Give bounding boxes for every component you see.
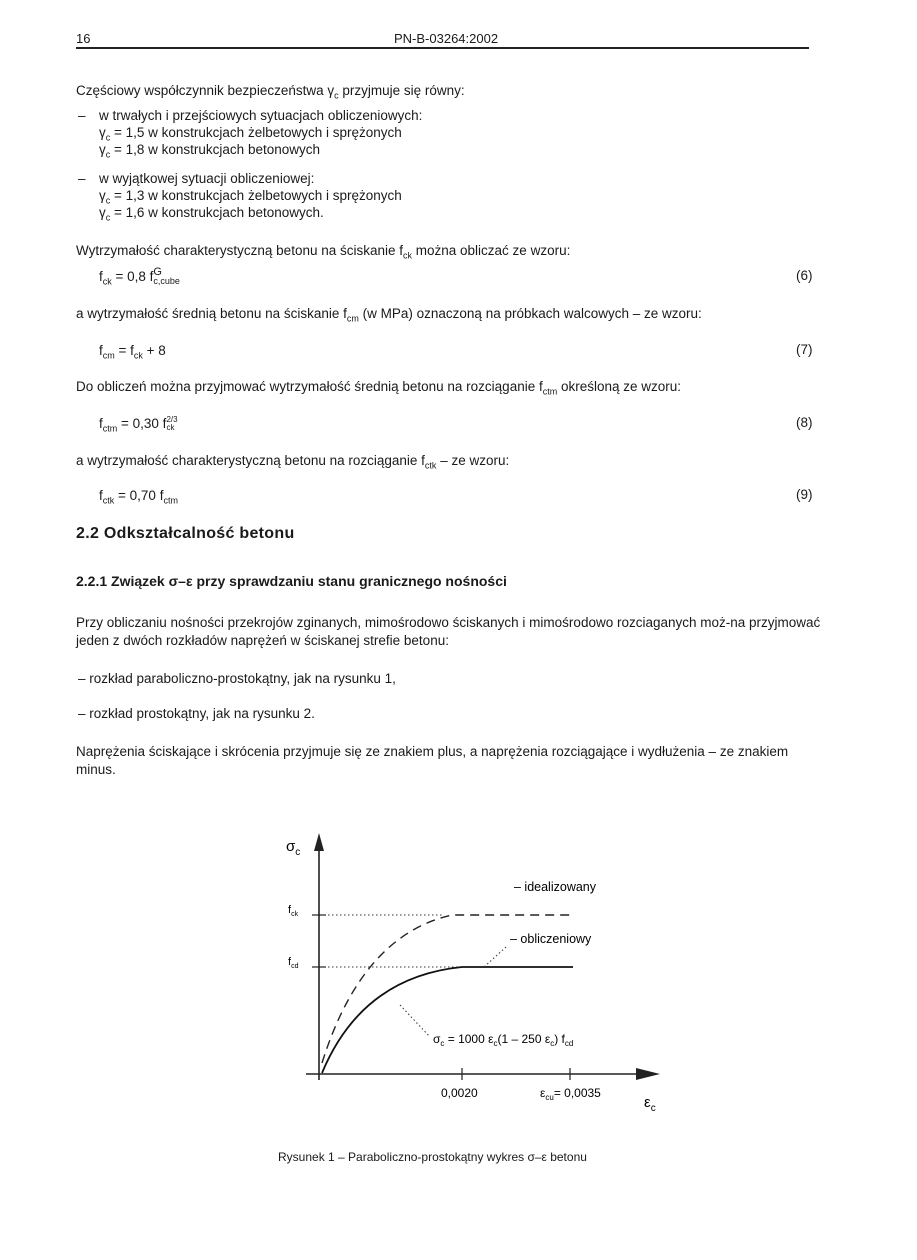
f9-b: = 0,70 f (114, 488, 164, 503)
group1-l1-text: = 1,5 w konstrukcjach żelbetowych i sprężonych (110, 125, 402, 140)
intro-text: Częściowy współczynnik bezpieczeństwa γ (76, 83, 335, 98)
f6-a-sub: ck (102, 276, 112, 287)
formula-7 (99, 342, 166, 360)
gamma: γ (99, 205, 106, 220)
f7-a: f (99, 343, 103, 358)
bullet-dash: – (78, 171, 86, 186)
gamma-sub: c (105, 212, 111, 223)
gamma-sub: c (105, 195, 111, 206)
group2-l2-text: = 1,6 w konstrukcjach betonowych. (110, 205, 324, 220)
eq-number-7: (7) (796, 342, 813, 357)
group2-line2 (99, 204, 324, 222)
list-item-2: – rozkład prostokątny, jak na rysunku 2. (78, 706, 315, 721)
f8-sub: ck (166, 423, 175, 433)
formula-6 (99, 268, 180, 286)
legend-calculated: – obliczeniowy (510, 932, 592, 946)
header-rule (76, 47, 809, 49)
f7-c: + 8 (142, 343, 166, 358)
eq-number-8: (8) (796, 415, 813, 430)
para-stress-distribution: Przy obliczaniu nośności przekrojów zginanych, mimośrodowo ściskanych i mimośrodowo rozciaganych moż-na przyjmować jeden z dwóch rozkładów naprężeń w ściskanej strefie betonu: (76, 615, 821, 648)
gamma: γ (99, 125, 106, 140)
f6-a: f (99, 269, 103, 284)
gamma-sub: c (105, 132, 111, 143)
eq-leader (400, 1005, 430, 1037)
f6-sub: c,cube (153, 276, 180, 287)
p2-sub: cm (346, 313, 359, 324)
f8-a-sub: ctm (102, 423, 118, 434)
group1-line2 (99, 141, 320, 159)
para-fck (76, 242, 570, 260)
p4-tail: – ze wzoru: (436, 453, 510, 468)
p3-text: Do obliczeń można przyjmować wytrzymałość średnią betonu na rozciąganie f (76, 379, 543, 394)
standard-code: PN-B-03264:2002 (394, 31, 499, 46)
p2-tail: (w MPa) oznaczoną na próbkach walcowych – ze wzoru: (358, 306, 702, 321)
section-heading-2-2-1: 2.2.1 Związek σ–ε przy sprawdzaniu stanu granicznego nośności (76, 573, 507, 589)
p1-tail: można obliczać ze wzoru: (412, 243, 571, 258)
eq-number-6: (6) (796, 268, 813, 283)
figure-caption: Rysunek 1 – Paraboliczno-prostokątny wykres σ–ε betonu (278, 1150, 587, 1164)
tick-label-0002: 0,0020 (441, 1086, 478, 1100)
p3-tail: określoną ze wzoru: (557, 379, 682, 394)
bullet-dash: – (78, 108, 86, 123)
tick-label-ecu: $\varepsilon_{cu}= 0,0035$ (540, 1086, 601, 1102)
legend-idealized: – idealizowany (514, 880, 596, 894)
design-curve (322, 967, 573, 1073)
f8-a: f (99, 416, 103, 431)
group2-l1-text: = 1,3 w konstrukcjach żelbetowych i sprężonych (110, 188, 402, 203)
curve-equation: $\sigma_c = 1000$ $\varepsilon_c(1 - 250$ $\varepsilon_c$) $f_{cd}$ (433, 1032, 574, 1048)
gamma: γ (99, 142, 106, 157)
f8-sup: 2/3 (166, 415, 178, 425)
para-sign-convention: Naprężenia ściskające i skrócenia przyjmuje się ze znakiem plus, a naprężenia rozciągające i wydłużenia – ze znakiem minus. (76, 744, 789, 777)
para-fcm (76, 305, 702, 323)
f7-b-sub: ck (133, 350, 143, 361)
x-axis-label: $\varepsilon_c$ (644, 1094, 656, 1114)
calc-leader (484, 947, 506, 967)
gamma: γ (99, 188, 106, 203)
x-axis-arrow (636, 1068, 660, 1080)
p1-sub: ck (403, 250, 413, 261)
page-number: 16 (76, 31, 91, 46)
f6-b: = 0,8 f (111, 269, 154, 284)
f7-b: = f (114, 343, 134, 358)
group1-l2-text: = 1,8 w konstrukcjach betonowych (110, 142, 320, 157)
group1-line1 (99, 124, 402, 142)
safety-factor-intro (76, 82, 465, 100)
p4-sub: ctk (424, 460, 437, 471)
f9-b-sub: ctm (163, 495, 178, 506)
f7-a-sub: cm (102, 350, 115, 361)
p3-sub: ctm (542, 386, 558, 397)
formula-8 (99, 415, 178, 433)
para-fctk (76, 452, 509, 470)
p2-text: a wytrzymałość średnią betonu na ściskanie f (76, 306, 347, 321)
y-axis-label: $\sigma_c$ (286, 838, 301, 858)
y-axis-arrow (314, 833, 324, 851)
intro-sub: c (334, 90, 339, 101)
f9-a: f (99, 488, 103, 503)
para-fctm (76, 378, 681, 396)
p1-text: Wytrzymałość charakterystyczną betonu na ściskanie f (76, 243, 404, 258)
group2-title: w wyjątkowej sytuacji obliczeniowej: (99, 171, 315, 186)
gamma-sub: c (105, 149, 111, 160)
p4-text: a wytrzymałość charakterystyczną betonu na rozciąganie f (76, 453, 425, 468)
f6-sup: G (153, 266, 162, 279)
f8-b: = 0,30 f (117, 416, 167, 431)
stress-strain-plot (270, 825, 690, 1115)
fcd-label: $f_{cd}$ (288, 956, 299, 970)
list-item-1: – rozkład paraboliczno-prostokątny, jak na rysunku 1, (78, 671, 396, 686)
intro-tail: przyjmuje się równy: (338, 83, 465, 98)
formula-9 (99, 487, 178, 505)
section-heading-2-2: 2.2 Odkształcalność betonu (76, 525, 295, 542)
eq-number-9: (9) (796, 487, 813, 502)
group2-line1 (99, 187, 402, 205)
fck-label: $f_{ck}$ (288, 904, 299, 918)
group1-title: w trwałych i przejściowych sytuacjach obliczeniowych: (99, 108, 423, 123)
f9-a-sub: ctk (102, 495, 115, 506)
